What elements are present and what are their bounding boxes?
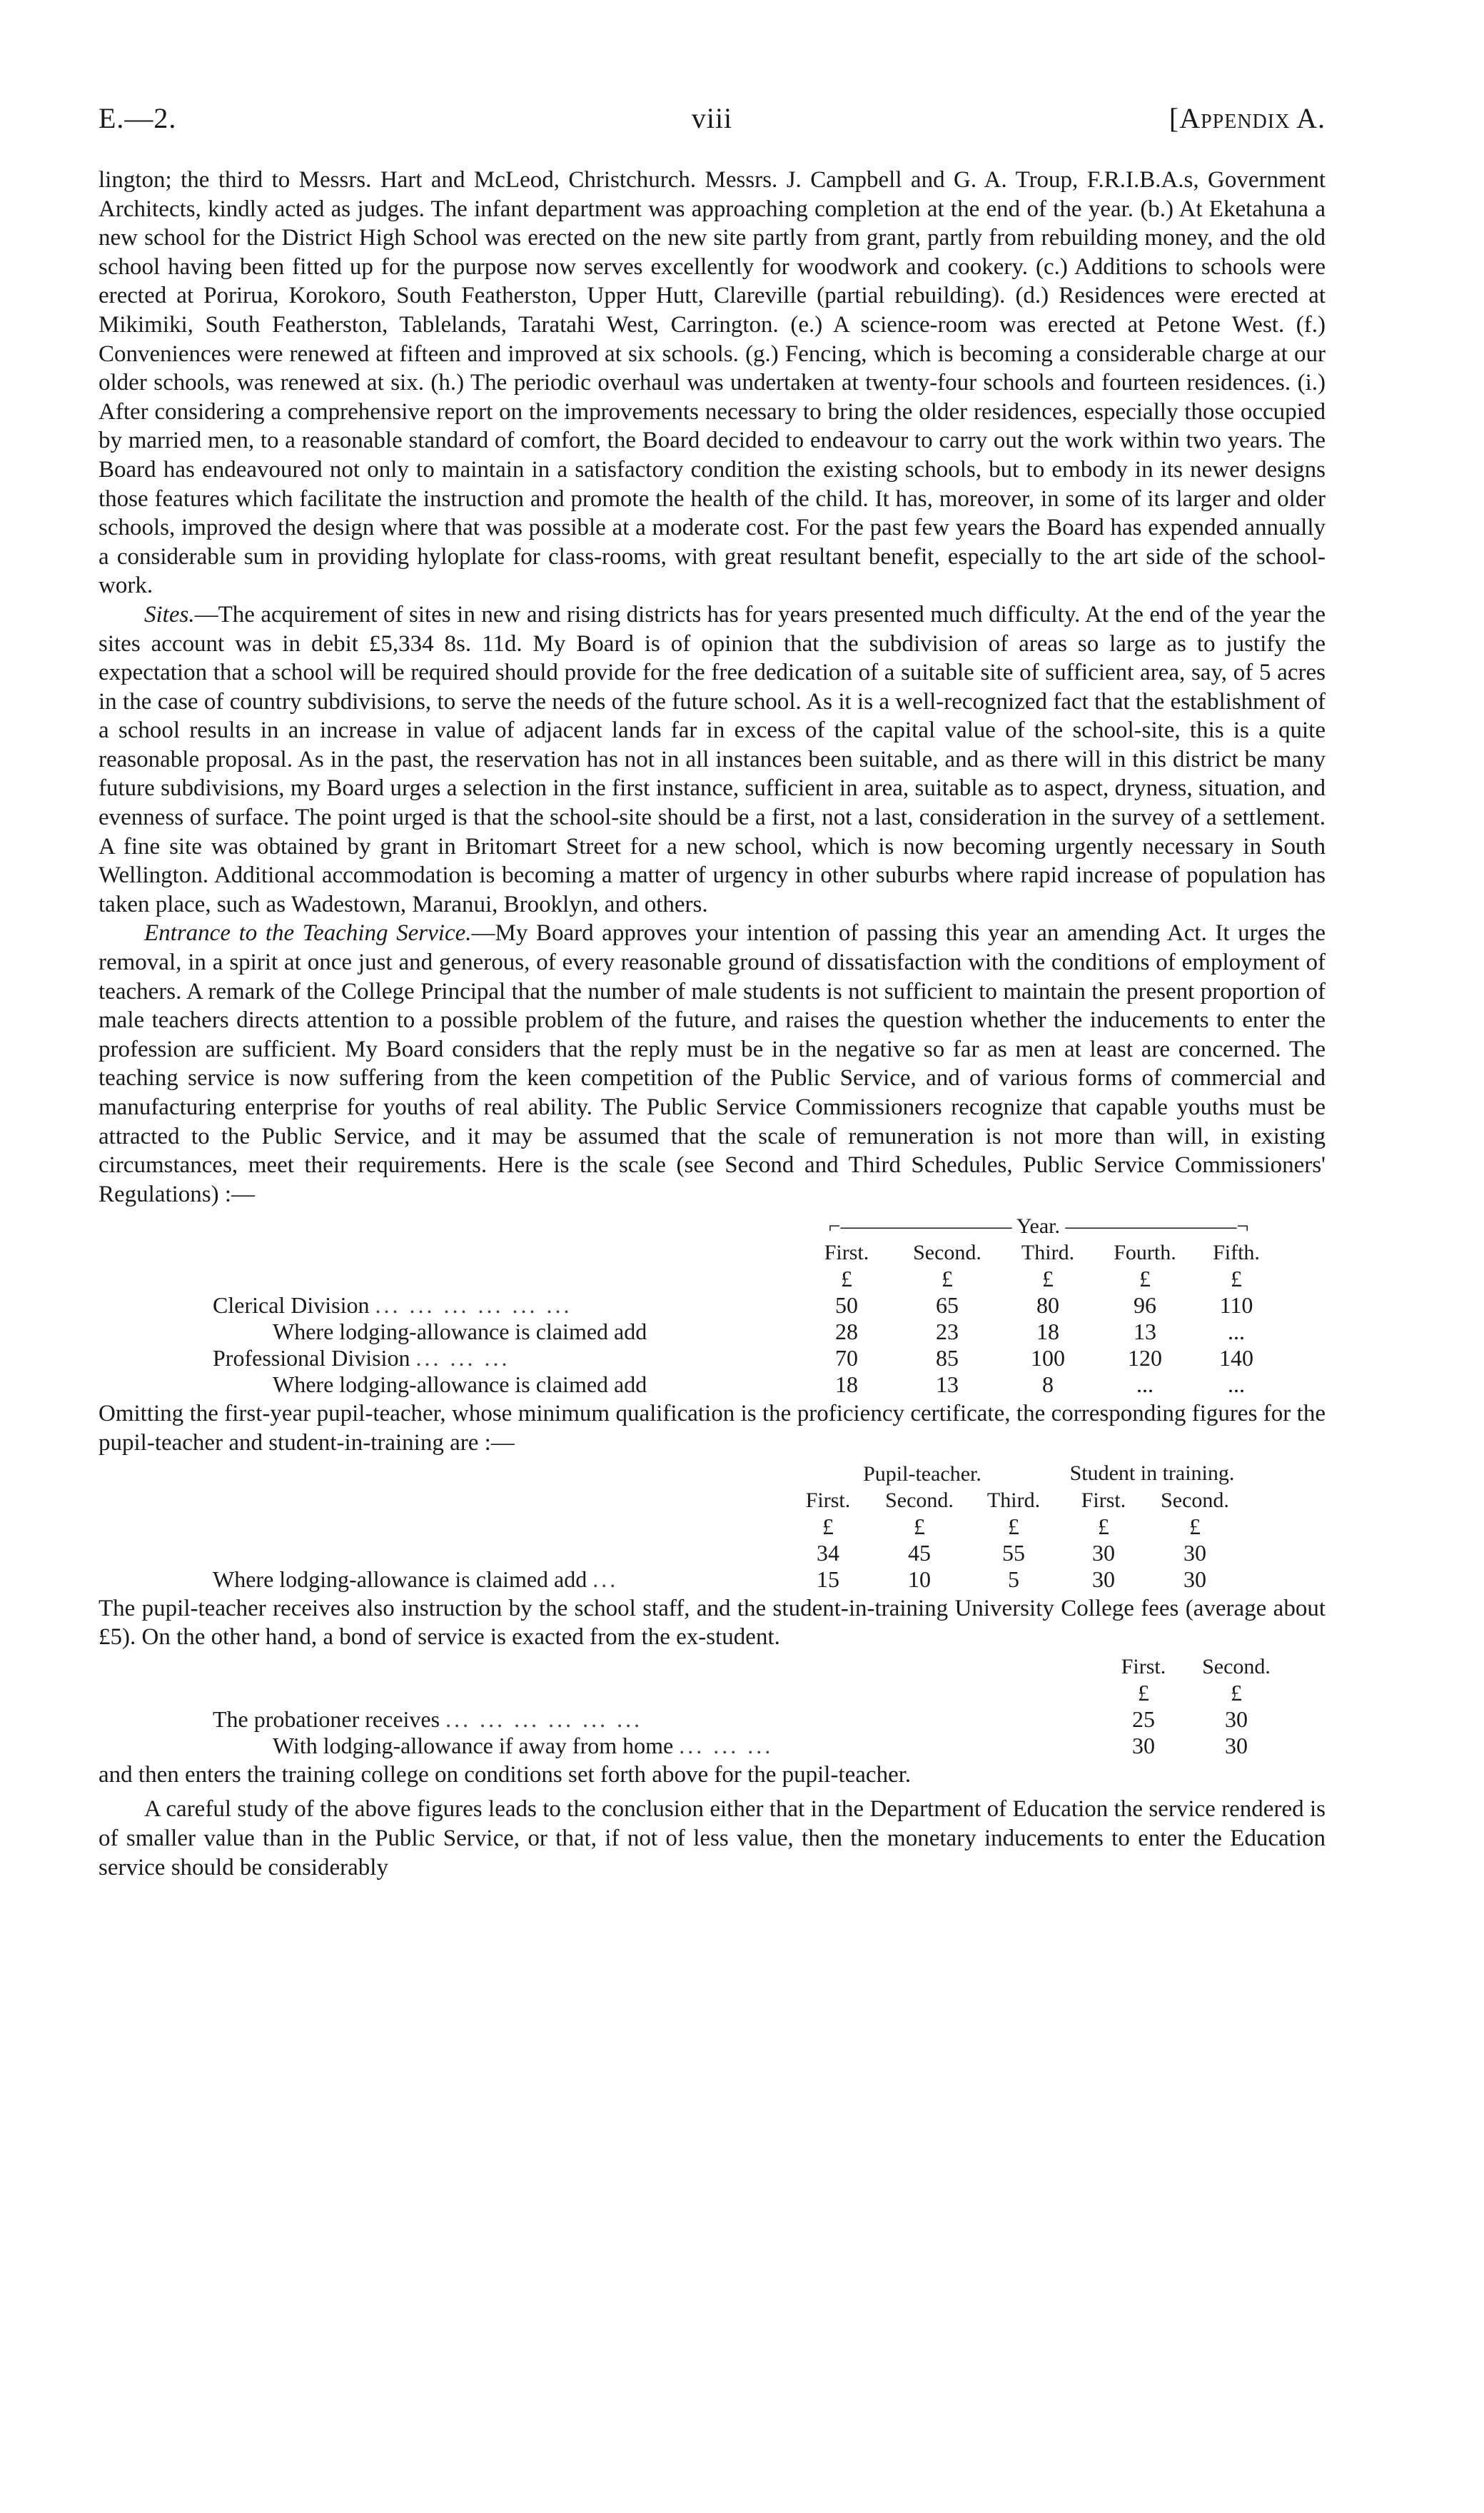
paragraph-sites xyxy=(99,600,1326,920)
table-row: 34 45 55 30 30 xyxy=(817,1539,1206,1566)
row-label: Where lodging-allowance is claimed add xyxy=(273,1371,647,1398)
table-row: Professional Division ... ... ... 70 85 100 120 140 xyxy=(213,1345,1253,1371)
entrance-heading: Entrance to the Teaching Service. xyxy=(144,920,472,947)
group-student-in-training: Student in training. xyxy=(1069,1461,1235,1486)
paragraph-buildings: lington; the third to Messrs. Hart and McLeod, Christchurch. Messrs. J. Campbell and G. A. Troup, F.R.I.B.A.s, Government Architects, kindly acted as judges. The infant department was approaching completion at the end of the year. (b.) At Eketahuna a new school for the District High School was erected on the new site partly from grant, partly from rebuilding money, and the old school having been fitted up for the purpose now serves excellently for woodwork and cookery. (c.) Additions to schools were erected at Porirua, Korokoro, South Featherston, Upper Hutt, Clareville (partial rebuilding). (d.) Residences were erected at Mikimiki, South Featherston, Tablelands, Taratahi West, Carrington. (e.) A science-room was erected at Petone West. (f.) Conveniences were renewed at fifteen and improved at six schools. (g.) Fencing, which is becoming a considerable charge at our older schools, was renewed at six. (h.) The periodic overhaul was undertaken at twenty-four schools and fourteen residences. (i.) After considering a comprehensive report on the improvements necessary to bring the older residences, especially those occupied by married men, to a reasonable standard of comfort, the Board decided to endeavour to carry out the work within two years. The Board has endeavoured not only to maintain in a satisfactory condition the existing schools, but to embody in its newer designs those features which facilitate the instruction and promote the health of the child. It has, moreover, in some of its larger and older schools, improved the design where that was possible at a moderate cost. For the past few years the Board has expended annually a considerable sum in providing hyloplate for class-rooms, with great resultant benefit, especially to the art side of the school-work. xyxy=(99,167,1326,599)
row-label: With lodging-allowance if away from home ... ... ... xyxy=(273,1732,774,1758)
table-units-row: £ £ £ £ £ xyxy=(822,1513,1201,1539)
table-row: The probationer receives ... ... ... ... ... ... 25 30 xyxy=(213,1706,1248,1732)
col-header: Fourth. xyxy=(1114,1241,1176,1265)
table-column-headers xyxy=(213,1239,1279,1266)
main-text xyxy=(99,166,1326,1882)
table-row: Clerical Division ... ... ... ... ... ... 50 65 80 96 110 xyxy=(213,1292,1253,1319)
table-row: Where lodging-allowance is claimed add 18 13 8 ... ... xyxy=(213,1371,1279,1398)
header-appendix: [Appendix A. xyxy=(1168,102,1326,134)
table-row: With lodging-allowance if away from home ... ... ... 30 30 xyxy=(213,1733,1283,1759)
sites-text: —The acquirement of sites in new and rising districts has for years presented much difficulty. At the end of the year the sites account was in debit £5,334 8s. 11d. My Board is of opinion that the subdivision of areas so large as to justify the expectation that a school will be required should provide for the free dedication of a suitable site of sufficient area, say, of 5 acres in the case of country subdivisions, to serve the needs of the future school. As it is a well-recognized fact that the establishment of a school results in an increase in value of adjacent lands far in excess of the capital value of the school-site, this is a quite reasonable proposal. As in the past, the reservation has not in all instances been suitable, and as there will in this district be many future subdivisions, my Board urges a selection in the first instance, sufficient in area, suitable as to aspect, dryness, situation, and evenness of surface. The point urged is that the school-site should be a first, not a last, consideration in the survey of a settlement. A fine site was obtained by grant in Britomart Street for a new school, which is now becoming urgently necessary in South Wellington. Additional accommodation is becoming a matter of urgency in other suburbs where rapid increase of population has taken place, such as Wadestown, Maranui, Brooklyn, and others. xyxy=(99,601,1326,917)
entrance-text: —My Board approves your intention of passing this year an amending Act. It urges the removal, in a spirit at once just and generous, of every reasonable ground of dissatisfaction with the conditions of employment of teachers. A remark of the College Principal that the number of male students is not sufficient to maintain the present proportion of male teachers directs attention to a possible problem of the future, and raises the question whether the inducements to enter the profession are sufficient. My Board considers that the reply must be in the negative so far as men at least are concerned. The teaching service is now suffering from the keen competition of the Public Service, and of various forms of commercial and manufacturing enterprise for youths of real ability. The Public Service Commissioners recognize that capable youths must be attracted to the Public Service, and it may be assumed that the scale of remuneration is not more than will, in existing circumstances, meet their requirements. Here is the scale (see Second and Third Schedules, Public Service Commissioners' Regulations) :— xyxy=(99,920,1326,1207)
table-units-row: £ £ £ £ £ xyxy=(841,1266,1242,1292)
paragraph-then-enters: and then enters the training college on conditions set forth above for the pupil-teacher. xyxy=(99,1761,912,1788)
header-section-code: E.—2. xyxy=(99,102,177,134)
row-label: Clerical Division ... ... ... ... ... ... xyxy=(213,1292,572,1319)
paragraph-entrance xyxy=(99,919,1326,1209)
running-header xyxy=(99,101,1326,144)
group-pupil-teacher: Pupil-teacher. xyxy=(863,1461,981,1486)
col-header: Third. xyxy=(1021,1241,1075,1265)
table-row: Where lodging-allowance is claimed add ... 15 10 5 30 30 xyxy=(213,1566,1206,1592)
public-service-scale-table xyxy=(213,1213,1279,1398)
col-header: Second. xyxy=(913,1241,981,1265)
sites-heading: Sites. xyxy=(144,601,195,628)
table-units-row: £ £ xyxy=(1138,1679,1242,1706)
probationer-table xyxy=(213,1653,1283,1759)
col-header: Fifth. xyxy=(1213,1241,1260,1265)
row-label: Where lodging-allowance is claimed add xyxy=(273,1319,647,1345)
table-row: Where lodging-allowance is claimed add 28 23 18 13 ... xyxy=(213,1319,1279,1345)
header-page-number: viii xyxy=(691,102,733,134)
year-span-header: ⌐———————— Year. ————————¬ xyxy=(828,1214,1249,1239)
row-label: Where lodging-allowance is claimed add ... xyxy=(213,1566,619,1592)
table-column-headers: First. Second. xyxy=(1121,1654,1271,1678)
row-label: The probationer receives ... ... ... ... ... ... xyxy=(213,1706,643,1732)
col-header: First. xyxy=(824,1241,869,1265)
row-label: Professional Division ... ... ... xyxy=(213,1345,510,1371)
paragraph-conclusion: A careful study of the above figures leads to the conclusion either that in the Department of Education the service rendered is of smaller value than in the Public Service, or that, if not of less value, then the monetary inducements to enter the Education service should be considerably xyxy=(99,1796,1326,1880)
pupil-teacher-table xyxy=(213,1461,1243,1593)
paragraph-pupil-note: The pupil-teacher receives also instruction by the school staff, and the student-in-training University College fees (average about £5). On the other hand, a bond of service is exacted from the ex-student. xyxy=(99,1595,1326,1651)
paragraph-omitting: Omitting the first-year pupil-teacher, whose minimum qualification is the proficiency certificate, the corresponding figures for the pupil-teacher and student-in-training are :— xyxy=(99,1401,1326,1456)
table-column-headers: First. Second. Third. First. Second. xyxy=(805,1488,1229,1512)
group-headers xyxy=(213,1461,1243,1487)
